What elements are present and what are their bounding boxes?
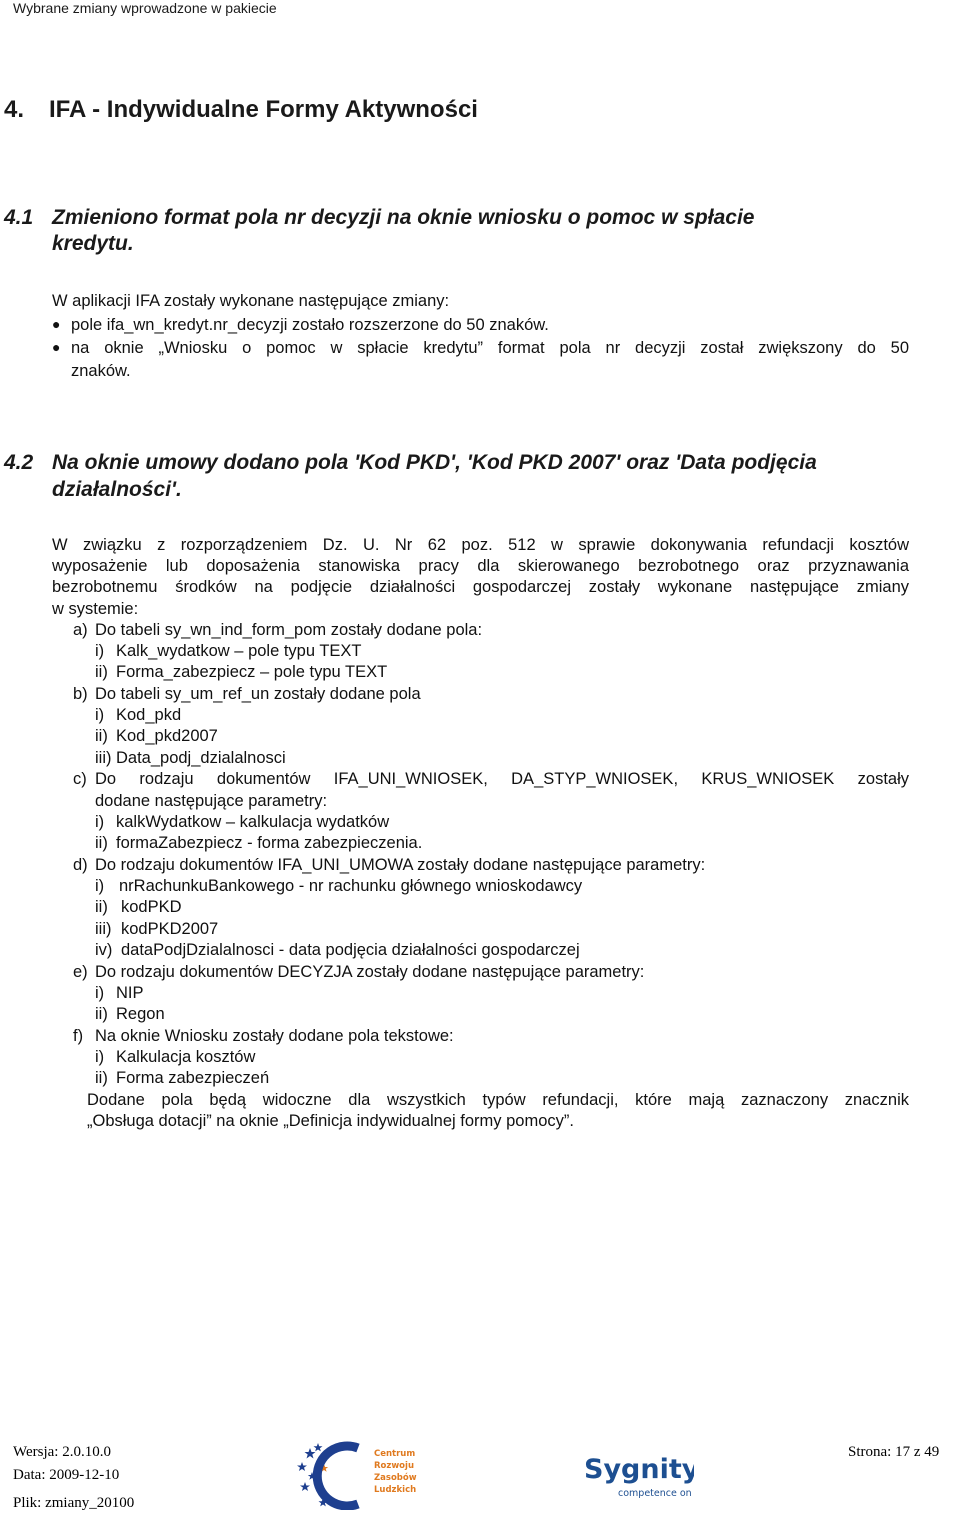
bullet-item: ● pole ifa_wn_kredyt.nr_decyzji zostało rozszerzone do 50 znaków.	[52, 316, 549, 334]
ccr-logo-graphic	[296, 1440, 426, 1510]
intro-text: W aplikacji IFA zostały wykonane następujące zmiany:	[52, 292, 450, 310]
list-item-a: a) Do tabeli sy_wn_ind_form_pom zostały dodane pola:	[73, 621, 483, 639]
sub-list-item: iii) Data_podj_dzialalnosci	[95, 749, 286, 767]
subsection-number: 4.1	[4, 206, 34, 229]
ccr-logo-word: Zasobów	[374, 1473, 417, 1483]
footer-version: Wersja: 2.0.10.0	[13, 1444, 111, 1460]
running-header: Wybrane zmiany wprowadzone w pakiecie	[13, 0, 277, 16]
ccr-logo-word: Rozwoju	[374, 1461, 414, 1471]
sygnity-wordmark: Sygnity	[584, 1454, 694, 1485]
sub-list-item: iii) kodPKD2007	[95, 920, 219, 938]
footer-file: Plik: zmiany_20100	[13, 1495, 135, 1511]
list-item-b: b) Do tabeli sy_um_ref_un zostały dodane pola	[73, 685, 421, 703]
sub-list-item: ii) kodPKD	[95, 898, 182, 916]
paragraph-line: W związku z rozporządzeniem Dz. U. Nr 62 poz. 512 w sprawie dokonywania refundacji kosztów	[52, 536, 909, 554]
sub-list-item: i) Kalkulacja kosztów	[95, 1048, 256, 1066]
list-item-c: c) Do rodzaju dokumentów IFA_UNI_WNIOSEK, DA_STYP_WNIOSEK, KRUS_WNIOSEK zostały	[73, 770, 909, 788]
subsection-heading-4-2	[4, 451, 817, 475]
subsection-heading-4-1	[4, 206, 754, 230]
footer-date: Data: 2009-12-10	[13, 1467, 120, 1483]
subsection-number: 4.2	[4, 451, 34, 474]
bullet-item-cont: znaków.	[71, 362, 131, 380]
sub-list-item: i) kalkWydatkow – kalkulacja wydatków	[95, 813, 390, 831]
closing-line: Dodane pola będą widoczne dla wszystkich typów refundacji, które mają zaznaczony znacznik	[87, 1091, 909, 1109]
section-title: IFA - Indywidualne Formy Aktywności	[49, 96, 478, 123]
section-number: 4.	[4, 96, 25, 123]
sub-list-item: i) Kalk_wydatkow – pole typu TEXT	[95, 642, 362, 660]
bullet-icon: ●	[52, 339, 61, 355]
paragraph-line: w systemie:	[52, 600, 139, 618]
paragraph-line: bezrobotnemu środków na podjęcie działalności gospodarczej zostały wykonane następujące zmiany	[52, 578, 909, 596]
sub-list-item: iv) dataPodjDzialalnosci - data podjęcia działalności gospodarczej	[95, 941, 580, 959]
sygnity-logo-graphic	[584, 1448, 694, 1500]
list-item-f: f) Na oknie Wniosku zostały dodane pola tekstowe:	[73, 1027, 454, 1045]
sub-list-item: ii) formaZabezpiecz - forma zabezpieczenia.	[95, 834, 423, 852]
sub-list-item: ii) Forma zabezpieczeń	[95, 1069, 270, 1087]
sub-list-item: ii) Forma_zabezpiecz – pole typu TEXT	[95, 663, 388, 681]
ccr-logo-word: Centrum	[374, 1449, 416, 1459]
subsection-title-cont: kredytu.	[52, 232, 134, 255]
bullet-icon: ●	[52, 316, 61, 332]
sub-list-item: i) nrRachunkuBankowego - nr rachunku głównego wnioskodawcy	[95, 877, 583, 895]
subsection-title: Na oknie umowy dodano pola 'Kod PKD', 'Kod PKD 2007' oraz 'Data podjęcia	[52, 451, 817, 474]
list-item-c-cont: dodane następujące parametry:	[95, 792, 328, 810]
sub-list-item: ii) Regon	[95, 1005, 165, 1023]
ccr-logo	[296, 1440, 426, 1510]
section-heading	[4, 96, 478, 124]
ccr-logo-word: Ludzkich	[374, 1485, 417, 1495]
footer-page: Strona: 17 z 49	[848, 1444, 940, 1460]
sub-list-item: i) Kod_pkd	[95, 706, 182, 724]
list-item-d: d) Do rodzaju dokumentów IFA_UNI_UMOWA zostały dodane następujące parametry:	[73, 856, 706, 874]
sygnity-logo	[584, 1448, 694, 1500]
sub-list-item: i) NIP	[95, 984, 144, 1002]
closing-line: „Obsługa dotacji” na oknie „Definicja indywidualnej formy pomocy”.	[87, 1112, 574, 1130]
list-item-e: e) Do rodzaju dokumentów DECYZJA zostały dodane następujące parametry:	[73, 963, 645, 981]
subsection-title: Zmieniono format pola nr decyzji na oknie wniosku o pomoc w spłacie	[52, 206, 755, 229]
paragraph-line: wyposażenie lub doposażenia stanowiska pracy dla skierowanego bezrobotnego oraz przyznawania	[52, 557, 909, 575]
subsection-title-cont: działalności'.	[52, 478, 182, 501]
sygnity-tagline: competence on	[618, 1488, 692, 1499]
sub-list-item: ii) Kod_pkd2007	[95, 727, 218, 745]
bullet-item: ● na oknie „Wniosku o pomoc w spłacie kredytu” format pola nr decyzji został zwiększony do 50	[52, 339, 909, 357]
